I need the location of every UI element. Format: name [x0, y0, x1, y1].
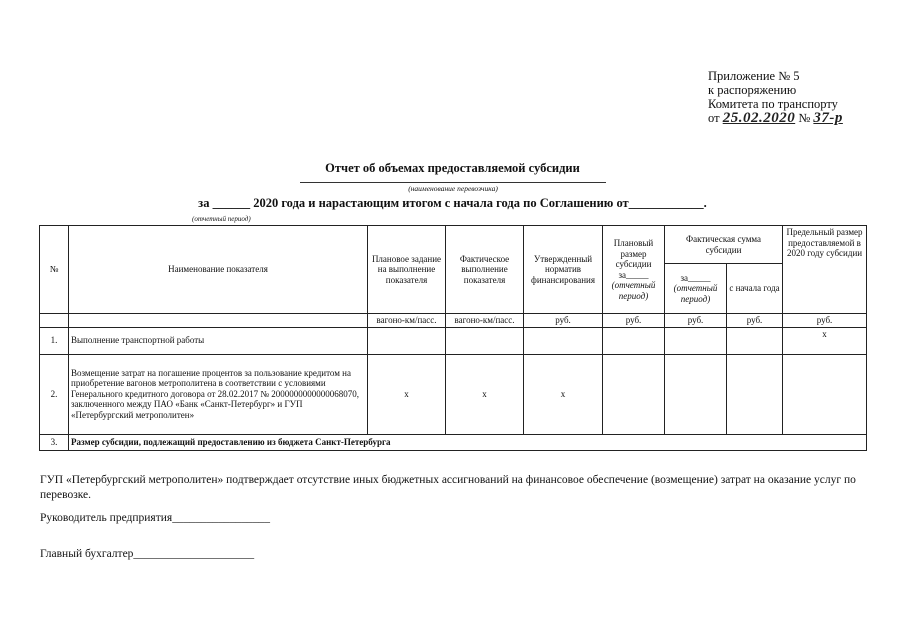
unit-plan: вагоно-км/пасс.: [368, 314, 446, 328]
handwritten-number: 37-р: [813, 110, 843, 126]
unit-fact: вагоно-км/пасс.: [446, 314, 524, 328]
row-fact: x: [446, 354, 524, 434]
header-fact-period-note: (отчетный период): [673, 283, 718, 304]
header-plan-subsidy-label: Плановый размер субсидии за_____: [613, 238, 654, 280]
header-name: Наименование показателя: [69, 226, 368, 314]
header-fact-period: [665, 264, 727, 314]
unit-plan-subsidy: руб.: [603, 314, 665, 328]
director-signature-line: Руководитель предприятия_________________: [40, 512, 270, 524]
row-plan: [368, 327, 446, 354]
row-fact-ytd: [727, 354, 783, 434]
date-prefix: от: [708, 111, 720, 125]
report-table: [39, 225, 867, 451]
unit-norm: руб.: [524, 314, 603, 328]
appendix-line-2: к распоряжению: [708, 83, 797, 97]
header-norm: Утвержденный норматив финансирования: [524, 226, 603, 314]
table-row: [40, 434, 867, 450]
header-fact-ytd: с начала года: [727, 264, 783, 314]
appendix-date-line: [708, 111, 843, 125]
handwritten-date: 25.02.2020: [722, 110, 796, 126]
row-fact-ytd: [727, 327, 783, 354]
row-no: 3.: [40, 434, 69, 450]
row-limit: [783, 354, 867, 434]
row-no: 2.: [40, 354, 69, 434]
report-title: Отчет об объемах предоставляемой субсидии: [325, 161, 580, 175]
confirmation-note: ГУП «Петербургский метрополитен» подтверждает отсутствие иных бюджетных ассигнований на финансовое обеспечение (возмещение) затрат на оказание услуг по перевозке.: [40, 474, 856, 501]
row-plan: x: [368, 354, 446, 434]
header-fact-period-label: за_____: [680, 272, 711, 283]
row-name: Выполнение транспортной работы: [69, 327, 368, 354]
row-name: Возмещение затрат на погашение процентов за пользование кредитом на приобретение вагонов метрополитена в соответствии с условиями Генерального кредитного договора от 28.02.2017 № 2000000000000068070, заключенного между ПАО «Банк «Санкт-Петербург» и ГУП «Петербургский метрополитен»: [69, 354, 368, 434]
appendix-block: [708, 69, 843, 125]
row-plan-subsidy: [603, 327, 665, 354]
unit-fact-period: руб.: [665, 314, 727, 328]
header-plan: Плановое задание на выполнение показателя: [368, 226, 446, 314]
row-plan-subsidy: [603, 354, 665, 434]
row-no: 1.: [40, 327, 69, 354]
row-fact-period: [665, 327, 727, 354]
header-limit: Предельный размер предоставляемой в 2020 году субсидии: [783, 226, 867, 314]
table-row: [40, 354, 867, 434]
row-norm: x: [524, 354, 603, 434]
header-plan-subsidy-period: (отчетный период): [611, 280, 656, 301]
header-fact-sum: Фактическая сумма субсидии: [665, 226, 783, 264]
carrier-caption: (наименование перевозчика): [408, 184, 498, 193]
number-prefix: №: [798, 111, 811, 125]
row-fact: [446, 327, 524, 354]
header-fact: Фактическое выполнение показателя: [446, 226, 524, 314]
unit-cell-empty: [69, 314, 368, 328]
row-name: Размер субсидии, подлежащий предоставлению из бюджета Санкт-Петербурга: [69, 434, 867, 450]
period-line: за ______ 2020 года и нарастающим итогом с начала года по Соглашению от____________.: [198, 196, 707, 210]
period-caption: (отчетный период): [192, 215, 251, 223]
unit-limit: руб.: [783, 314, 867, 328]
accountant-signature-line: Главный бухгалтер_____________________: [40, 548, 255, 560]
carrier-name-line: [300, 182, 606, 183]
row-fact-period: [665, 354, 727, 434]
header-no: №: [40, 226, 69, 314]
row-norm: [524, 327, 603, 354]
appendix-line-3: Комитета по транспорту: [708, 97, 838, 111]
unit-fact-ytd: руб.: [727, 314, 783, 328]
header-plan-subsidy: [603, 226, 665, 314]
row-limit: x: [783, 327, 867, 354]
appendix-line-1: Приложение № 5: [708, 69, 800, 83]
table-row: [40, 327, 867, 354]
unit-cell-empty: [40, 314, 69, 328]
